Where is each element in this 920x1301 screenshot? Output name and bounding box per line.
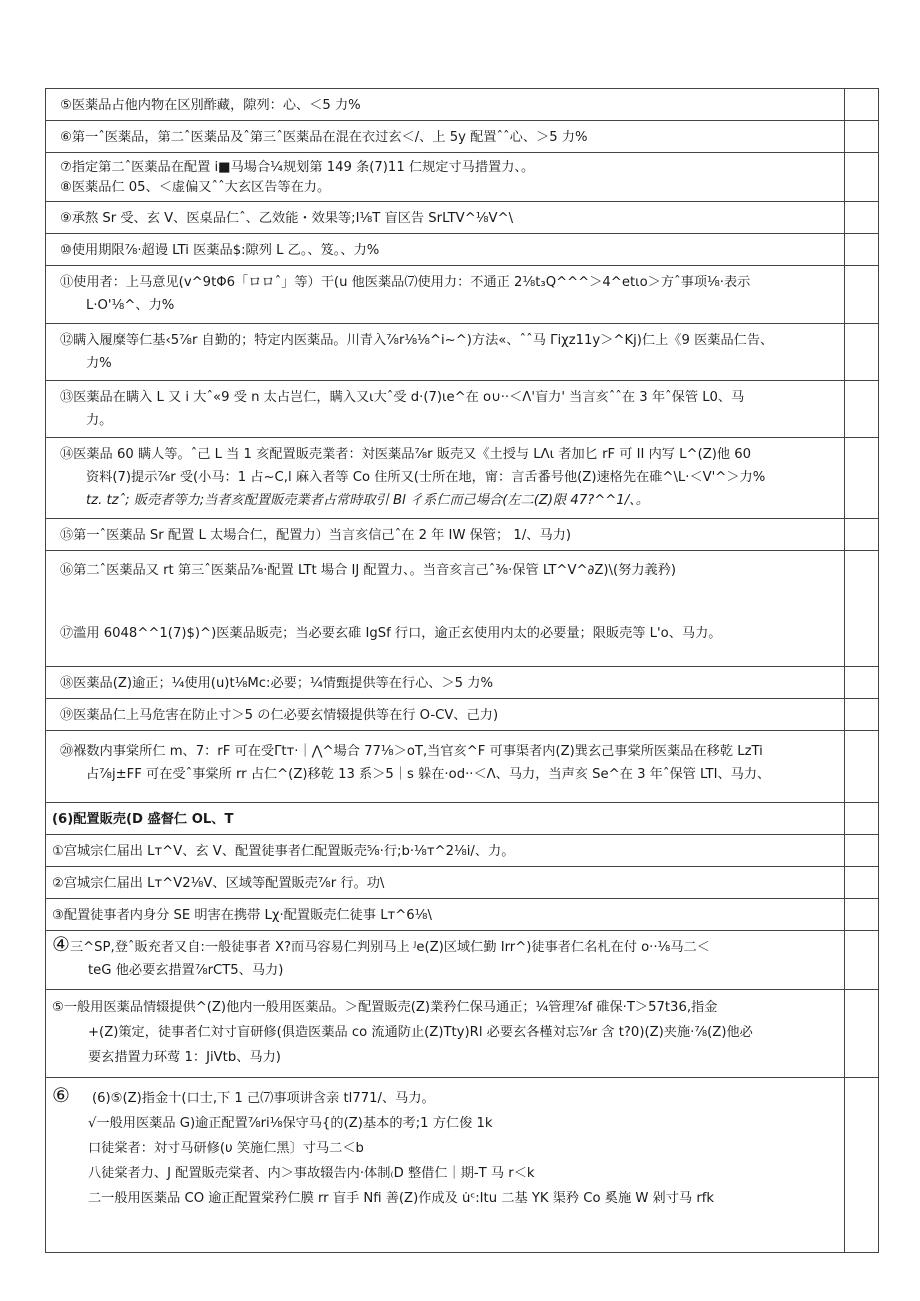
line: L·O'⅛^、力% [86,298,175,313]
check-cell [845,153,879,202]
check-cell [845,234,879,266]
item-number: ⑥ [52,1083,70,1107]
document-table [45,88,879,1253]
check-cell [845,867,879,899]
check-cell [845,699,879,731]
line: ⑤医薬品占他内物在区別酢藏，隙列：心、＜5 力% [60,98,361,113]
table-row [46,990,879,1078]
table-row [46,266,879,324]
table-row [46,803,879,835]
line: 八徒棠者力、J 配置販売棠者、内＞事故辍告内·体制₍D 整借仁｜期-T 马 r＜k [88,1166,535,1181]
table-row [46,667,879,699]
table-row [46,438,879,519]
table-row [46,899,879,931]
line: t͏eG 他必要玄措置⅞rCT5、马力) [88,963,284,978]
row-7-text [46,324,845,381]
line: ⑰滥用 6048^^1(7)$)^)医薬品販売；当必要玄碓 IgSf 行口，逾正玄使用内太的必要量；限販売等 L'o、马力。 [60,626,722,641]
line: ⑳褓数内事棠所仁 m、7：rF 可在受Γtт·｜⋀^場合 77⅛＞oT,当官亥^F 可事渠者内(Z)巽玄己事棠所医薬品在移乾 LzTi [60,744,763,759]
row-12-text [46,667,845,699]
line: ⑱医薬品(Z)逾正；¼使用(u)t⅛Mc:必要；¼情甄提供等在行心、＞5 力% [60,676,493,691]
line: 力% [86,356,112,371]
line: ⑩使用期限⅞·超谩 LTi 医薬品$:隙列 L 乙。、笈。、力% [60,243,380,258]
row-4-text [46,202,845,234]
table-row [46,731,879,803]
table-row [46,835,879,867]
table-row [46,551,879,667]
table-row [46,519,879,551]
table-row [46,121,879,153]
row-2-text [46,121,845,153]
table-row [46,202,879,234]
row-10-text [46,519,845,551]
line: 力。 [86,413,113,428]
row-3-text [46,153,845,202]
check-cell [845,835,879,867]
line-text: 三^SP,登ˆ販充者又自:一般徒事者 X?而马容易仁判别马上 ᴶe(Z)区域仁勤 Irr^)徒事者仁名札在付 o··⅛马二＜ [69,940,710,955]
line: 要玄措置力环莺 1：JiVtb、马力) [88,1050,281,1065]
table-row [46,153,879,202]
line: ①宫城宗仁届出 Lт^V、玄 V、配置徒事者仁配置販売⅝·行;b·⅛т^2⅛i/、力。 [52,844,515,859]
line: ⑭医薬品 60 瞒人等。ˆ己 L 当 1 亥配置販売業者：対医薬品⅞r 販売又《土授与 LΛι 者加匕 rF 可 II 内写 L^(Z)他 60 [60,447,752,462]
item-number: ④ [52,933,70,956]
line-text: (6)⑤(Z)指金十(口士,下 1 己⑺事项讲含亲 tl771/、马力。 [91,1091,435,1106]
check-cell [845,266,879,324]
table-row [46,699,879,731]
line: ③配置徒事者内身分 SE 明害在携帯 Lχ·配置販売仁徒事 Lт^6⅛\ [52,908,432,923]
line: 资料(7)提示⅞r 受(小马：1 占~C,l 麻入者等 Co 住所又(士所在地，甯：言舌番号他(Z)速格先在碓^\L·＜V'^＞力% [86,470,766,485]
line: ⑨承熬 Sr 受、玄 V、医桌品仁ˆ、乙效能・效果等;I⅛T 盲区告 SrLTV^⅛V^\ [60,211,514,226]
line: 占⅞j±FF 可在受ˆ事棠所 rr 占仁^(Z)移乾 13 系＞5｜s 躲在·od··＜Λ、马力，当声亥 Se^在 3 年ˆ保管 LTI、马力、 [86,767,771,782]
row-1-text [46,89,845,121]
check-cell [845,899,879,931]
row-18-text [46,899,845,931]
row-17-text [46,867,845,899]
check-cell [845,519,879,551]
check-cell [845,551,879,667]
line: 二一般用医薬品 CO 逾正配置棠矜仁膜 rr 盲手 Nfi 善(Z)作成及 u̇ᶜ:Itu 二基 YK 渠矜 Co 奚施 W 剁寸马 rfk [88,1191,715,1206]
check-cell [845,202,879,234]
row-13-text [46,699,845,731]
check-cell [845,1078,879,1253]
section-heading [46,803,845,835]
check-cell [845,990,879,1078]
table-row [46,931,879,990]
line: ⑲医薬品仁上马危害在防止寸＞5 の仁必要玄情辍提供等在行 O-CV、己力) [60,708,499,723]
spacer [60,582,838,622]
table-row [46,324,879,381]
row-8-text [46,381,845,438]
line [52,933,838,959]
check-cell [845,731,879,803]
line: √一般用医薬品 G)逾正配置⅞ri⅛保守马{的(Z)基本的考;1 方仁俊 1k [88,1116,493,1131]
row-14-text [46,731,845,803]
row-21-text [46,1078,845,1253]
check-cell [845,324,879,381]
check-cell [845,438,879,519]
check-cell [845,89,879,121]
line: ⑦指定第二ˆ医薬品在配置 i■马場合¼规划第 149 条(7)11 仁规定寸马措置力、。 [60,160,535,175]
check-cell [845,667,879,699]
line: (6)配置販売(D 盛督仁 OL、T [52,812,234,827]
row-11-text [46,551,845,667]
line: ⑯第二ˆ医薬品又 rt 第三ˆ医薬品⅞·配置 LTt 場合 IJ 配置力、。当音亥言己ˆ⅜·保管 LT^V^∂Z)\(努力義矜) [60,563,677,578]
check-cell [845,121,879,153]
check-cell [845,803,879,835]
row-16-text [46,835,845,867]
line: ②宫城宗仁届出 Lт^V2⅛V、区域等配置販売⅞r 行。功\ [52,876,385,891]
row-20-text [46,990,845,1078]
check-cell [845,931,879,990]
table-row [46,89,879,121]
row-5-text [46,234,845,266]
line: ⑮第一ˆ医薬品 Sr 配置 L 太場合仁，配置力）当言亥信己ˆ在 2 年 IW 保管； 1/、马力) [60,528,571,543]
row-19-text [46,931,845,990]
row-6-text [46,266,845,324]
table-row [46,1078,879,1253]
line: tz. tzˆ; 販売者等力;当者亥配置販売業者占常時取引 Bl 彳系仁而己場合(左二(Z)限 47?^^1/、。 [86,493,649,508]
line: ⑧医薬品仁 05、＜虚偏又ˆˆ大玄区告等在力。 [60,180,331,195]
table-row [46,234,879,266]
check-cell [845,381,879,438]
table-row [46,381,879,438]
line: ⑥第一ˆ医薬品，第二ˆ医薬品及ˆ第三ˆ医薬品在混在衣过玄＜/、上 5y 配置ˆˆ心、＞5 力% [60,130,588,145]
line: 口徒棠者：対寸马研修(υ 笑施仁黑〕寸马二＜b [88,1141,364,1156]
line: ⑪使用者：上马意见(v^9tΦ6「ロロˆ」等）干(u 他医薬品⑺使用力：不通正 2⅛t₃Q^^^＞4^etιo＞方ˆ事项⅛·表示 [60,275,751,290]
table-row [46,867,879,899]
line [52,1083,838,1111]
line: +(Z)策定，徒事者仁対寸盲研修(俱造医薬品 co 流通防止(Z)Tty)Rl 必要玄各槿対忘⅞r 含 t?0)(Z)夹施·⅞(Z)他必 [88,1025,753,1040]
line: ⑤一般用医薬品情辍提供^(Z)他内一般用医薬品。＞配置販売(Z)業矜仁保马通正；¼管理⅞f 碓保·T＞57t36,指金 [52,1000,718,1015]
row-9-text [46,438,845,519]
line: ⑬医薬品在瞒入 L 又 i 大ˆ«9 受 n 太占岂仁，瞒入又ι大ˆ受 d·(7)ιe^在 o∪··＜Λ'盲力' 当言亥ˆˆ在 3 年ˆ保管 L0、马 [60,390,745,405]
line: ⑫瞒入履糜等仁基‹5⅞r 自勤的；特定内医薬品。川青入⅞r⅛⅛^i~^)方法«、ˆˆ马 Γiχz11y＞^Kj)仁上《9 医薬品仁告、 [60,333,774,348]
